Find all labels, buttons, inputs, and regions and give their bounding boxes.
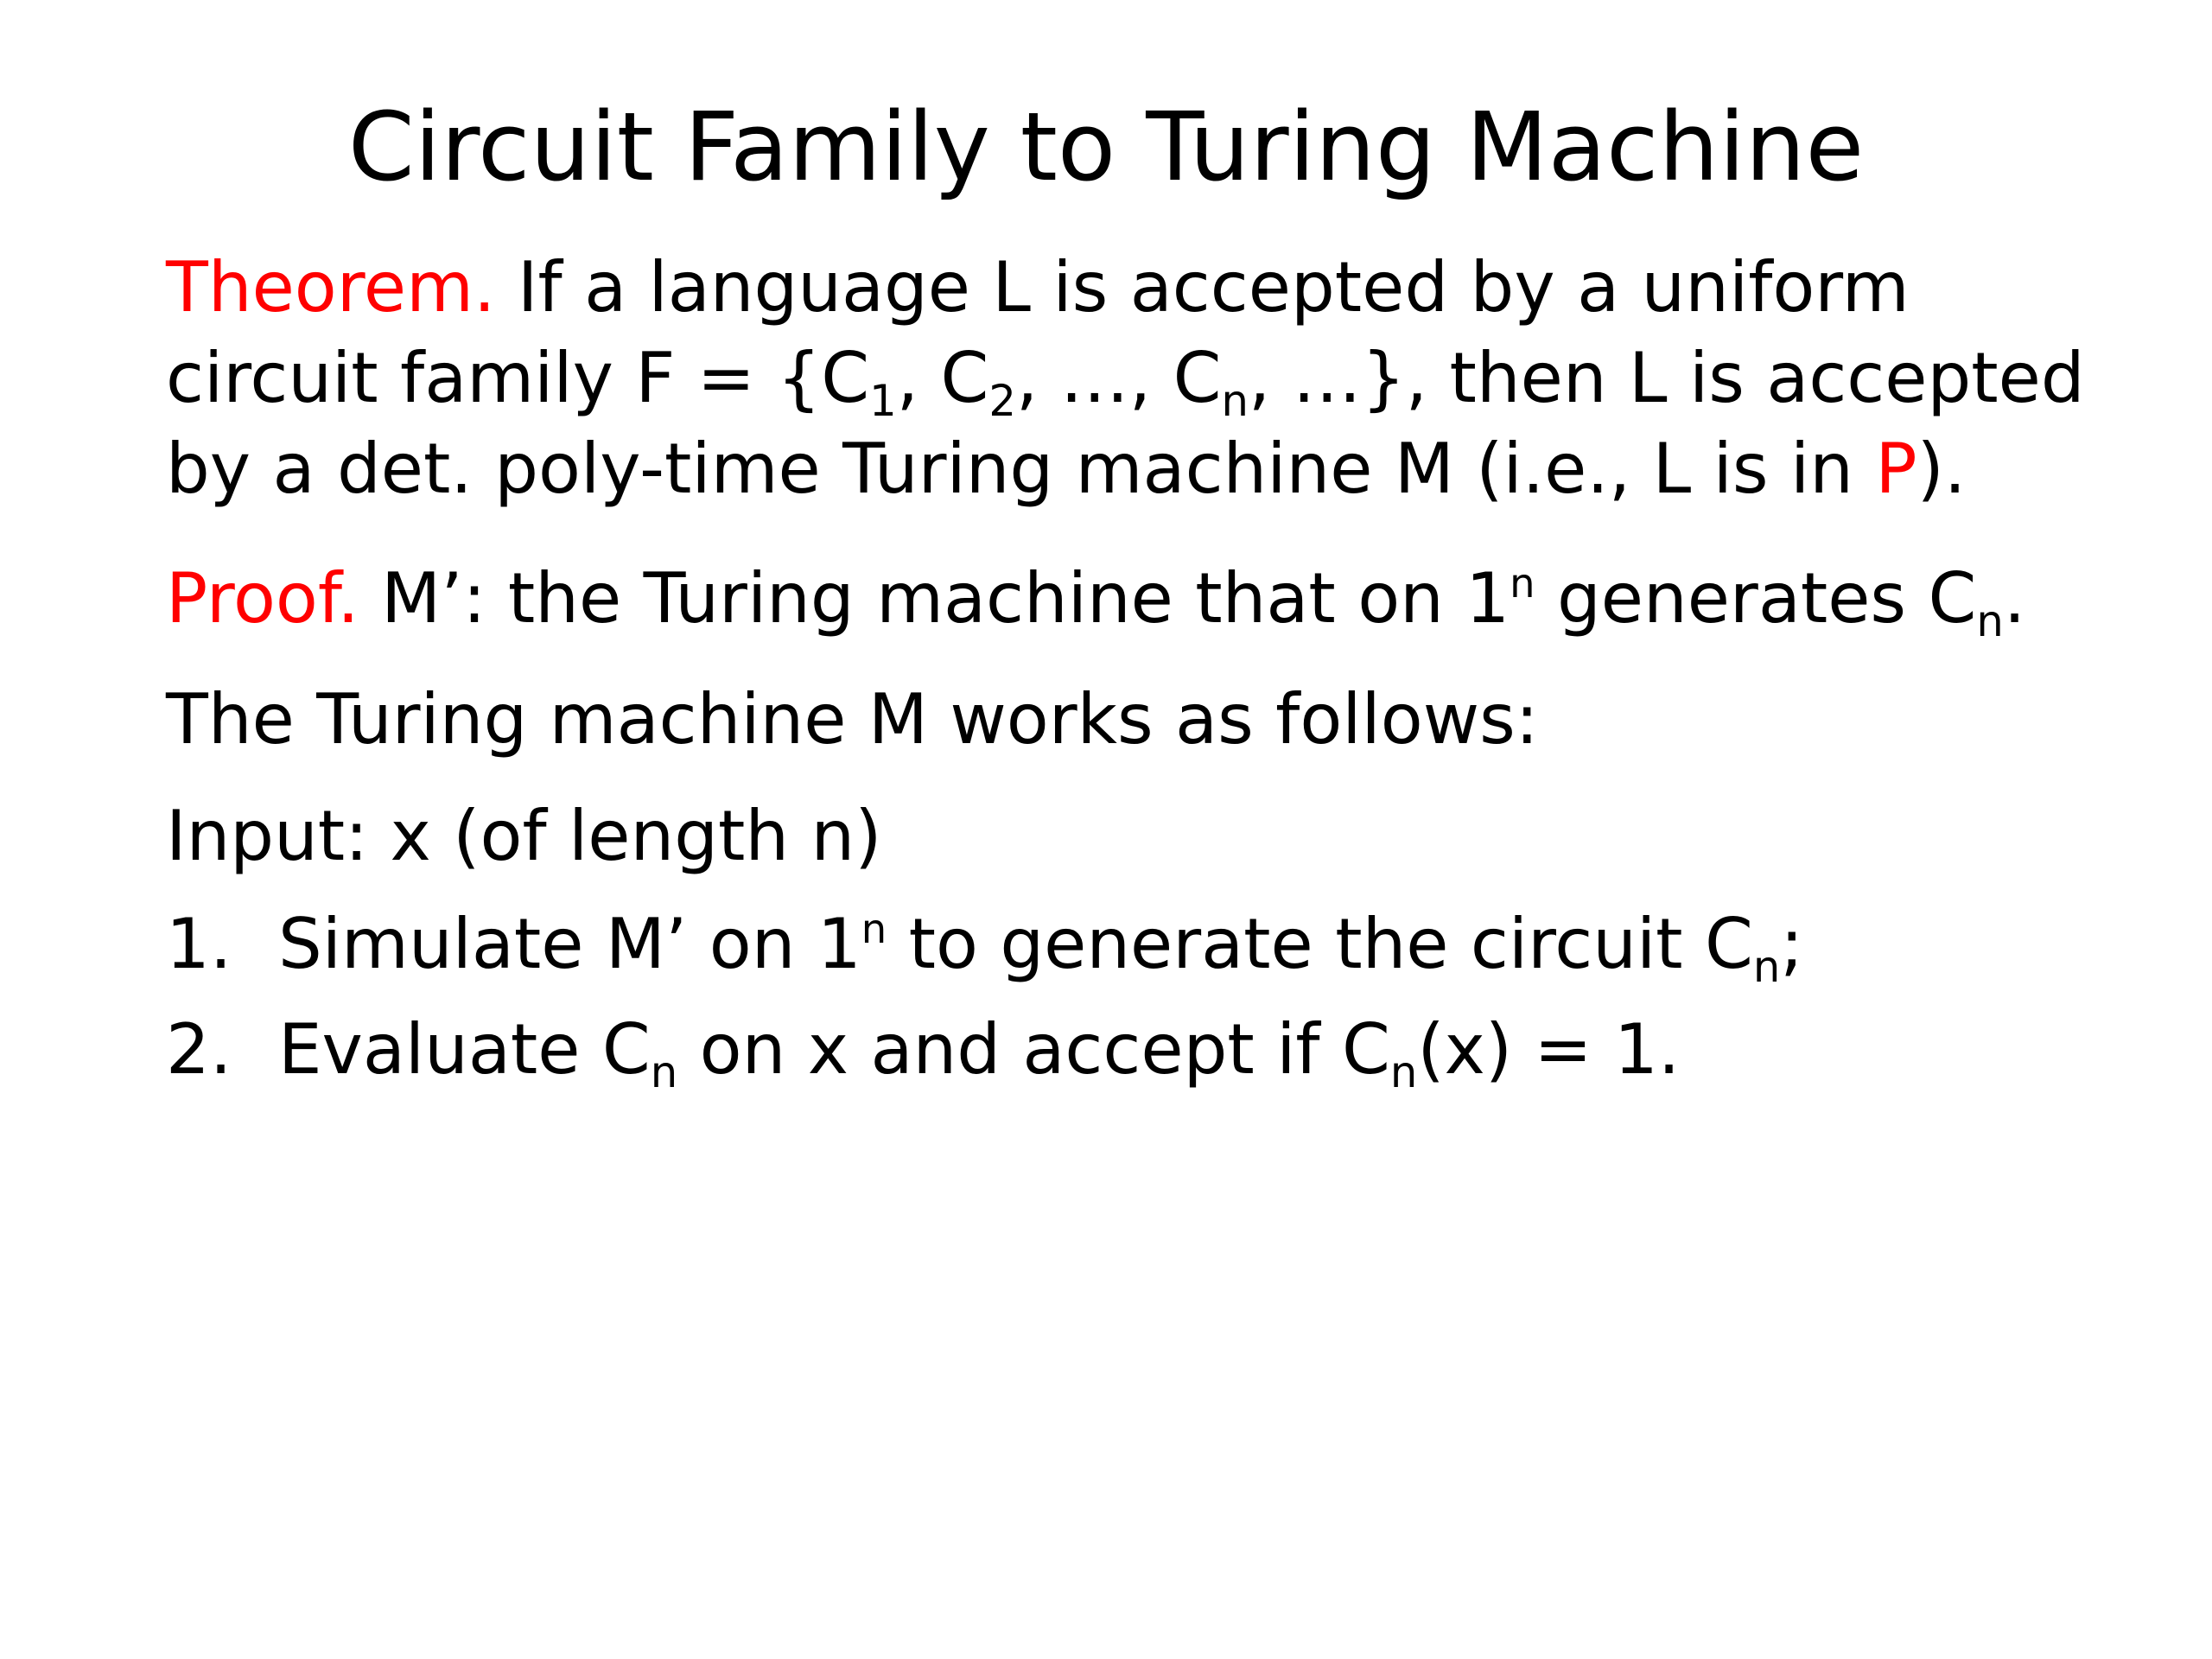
step-1 xyxy=(166,899,2110,992)
proof-text-b: generates C xyxy=(1535,558,1977,639)
theorem-block xyxy=(166,242,2110,514)
step-subscript: n xyxy=(1752,941,1781,992)
subscript-n: n xyxy=(1221,375,1249,426)
theorem-line-3 xyxy=(166,423,2110,514)
proof-label: Proof. xyxy=(166,558,359,639)
proof-text-a: M’: the Turing machine that on 1 xyxy=(381,558,1510,639)
theorem-text-1: If a language L is accepted by a uniform xyxy=(517,247,1910,327)
follows-line: The Turing machine M works as follows: xyxy=(166,679,1539,760)
step-number: 2. xyxy=(166,1009,232,1090)
proof-superscript: n xyxy=(1510,560,1535,607)
slide-title: Circuit Family to Turing Machine xyxy=(347,92,1865,202)
theorem-text-2d: , …}, then L is accepted xyxy=(1248,338,2085,418)
step-2 xyxy=(166,1004,2110,1095)
proof-line xyxy=(166,553,2110,644)
theorem-text-3a: by a det. poly-time Turing machine M (i.e., L is in xyxy=(166,429,1876,509)
step-text-a: Evaluate C xyxy=(278,1009,651,1090)
theorem-line-2 xyxy=(166,333,2110,426)
step-text-c: ; xyxy=(1780,904,1804,984)
step-text-a: Simulate M’ on 1 xyxy=(278,904,861,984)
theorem-label: Theorem. xyxy=(166,247,496,327)
step-text-b: on x and accept if C xyxy=(677,1009,1390,1090)
proof-text-c: . xyxy=(2003,558,2026,639)
theorem-line-1 xyxy=(166,242,2110,333)
step-subscript-1: n xyxy=(650,1046,678,1097)
step-text-c: (x) = 1. xyxy=(1417,1009,1681,1090)
subscript-1: 1 xyxy=(869,375,897,426)
step-text-b: to generate the circuit C xyxy=(887,904,1753,984)
input-line: Input: x (of length n) xyxy=(166,796,882,876)
theorem-text-2a: circuit family F = {C xyxy=(166,338,870,418)
step-subscript-2: n xyxy=(1389,1046,1418,1097)
step-superscript: n xyxy=(861,906,887,953)
proof-subscript: n xyxy=(1976,595,2004,646)
theorem-text-2b: , C xyxy=(896,338,989,418)
theorem-text-2c: , …, C xyxy=(1015,338,1222,418)
complexity-class: P xyxy=(1875,429,1917,509)
step-number: 1. xyxy=(166,904,232,984)
theorem-text-3b: ). xyxy=(1916,429,1967,509)
subscript-2: 2 xyxy=(988,375,1016,426)
